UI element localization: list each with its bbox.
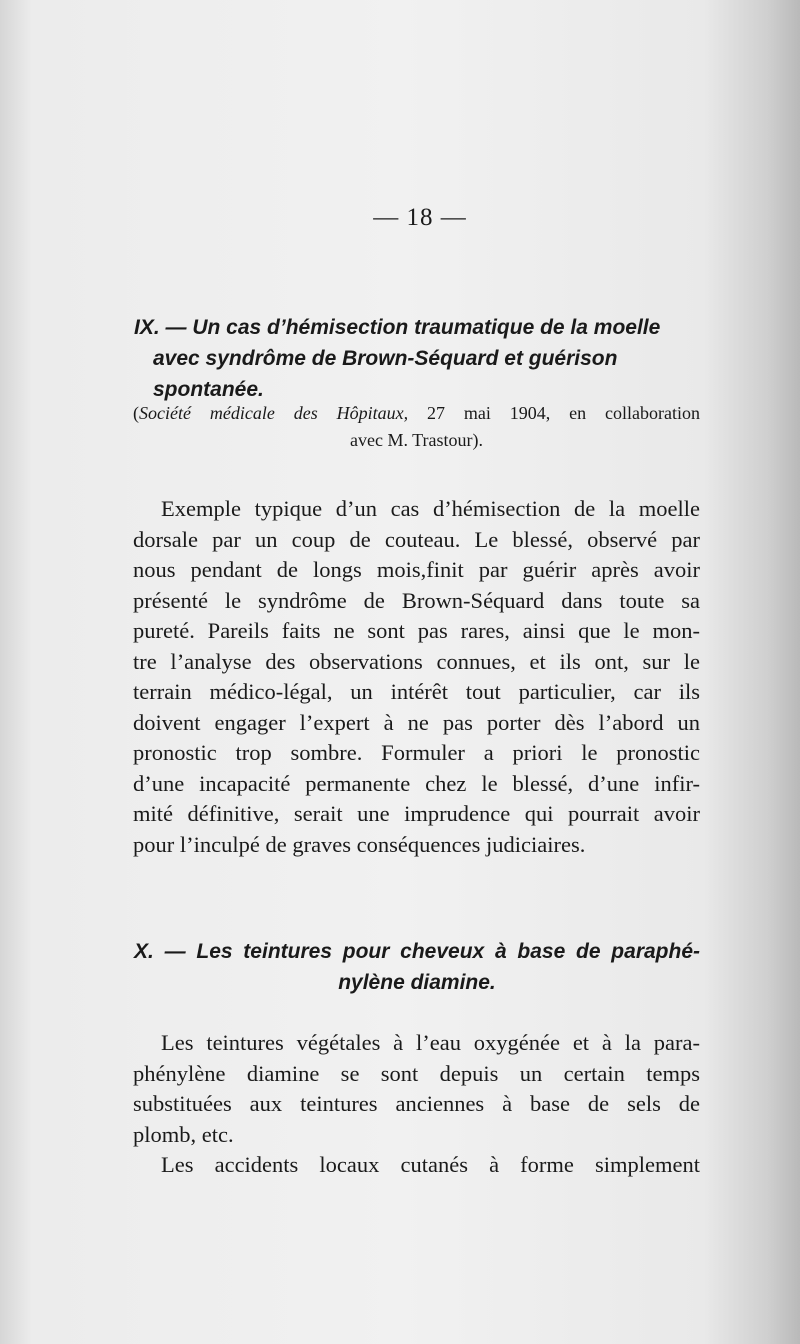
paragraph-line: plomb, etc. bbox=[133, 1121, 234, 1147]
paragraph-line: pureté. Pareils faits ne sont pas rares, ainsi que le mon- bbox=[133, 618, 700, 643]
section-x-heading-line: X. — Les teintures pour cheveux à base de paraphé- bbox=[134, 940, 700, 963]
section-ix-source-citation bbox=[133, 400, 700, 454]
paragraph-line: nous pendant de longs mois,finit par guérir après avoir bbox=[133, 557, 700, 582]
section-x-heading bbox=[134, 936, 700, 998]
citation-line bbox=[133, 400, 700, 427]
section-ix-heading-line: avec syndrôme de Brown-Séquard et guérison bbox=[153, 347, 618, 370]
paragraph-line: Les accidents locaux cutanés à forme simplement bbox=[161, 1152, 700, 1177]
paragraph-line: Les teintures végétales à l’eau oxygénée et à la para- bbox=[161, 1030, 700, 1055]
paragraph-line: dorsale par un coup de couteau. Le blessé, observé par bbox=[133, 526, 700, 552]
paragraph-line: substituées aux teintures anciennes à base de sels de bbox=[133, 1091, 700, 1116]
section-ix-heading-line: IX. — Un cas d’hémisection traumatique de la moelle bbox=[134, 316, 661, 339]
section-x-heading-line: nylène diamine. bbox=[338, 971, 496, 994]
paragraph-line: pronostic trop sombre. Formuler a priori le pronostic bbox=[133, 740, 700, 765]
paragraph-line: d’une incapacité permanente chez le blessé, d’une infir- bbox=[133, 770, 700, 796]
paragraph-line: doivent engager l’expert à ne pas porter dès l’abord un bbox=[133, 709, 700, 735]
paragraph-line: Exemple typique d’un cas d’hémisection de la moelle bbox=[161, 496, 700, 521]
paragraph-line: phénylène diamine se sont depuis un certain temps bbox=[133, 1060, 700, 1086]
paragraph-line: terrain médico-légal, un intérêt tout particulier, car ils bbox=[133, 679, 700, 704]
section-x-paragraph bbox=[133, 1028, 700, 1150]
paragraph-line: tre l’analyse des observations connues, et ils ont, sur le bbox=[133, 648, 700, 674]
citation-date: 27 mai 1904, en collaboration bbox=[408, 403, 700, 423]
section-ix-heading-line: spontanée. bbox=[153, 378, 264, 401]
section-x-paragraph bbox=[133, 1150, 700, 1181]
paragraph-line: présenté le syndrôme de Brown-Séquard dans toute sa bbox=[133, 587, 700, 613]
paragraph-line: pour l’inculpé de graves conséquences judiciaires. bbox=[133, 831, 586, 857]
citation-journal: Société médicale des Hôpitaux, bbox=[139, 403, 409, 423]
section-ix-heading bbox=[134, 312, 700, 405]
citation-paren: ( bbox=[133, 403, 139, 423]
paragraph-line: mité définitive, serait une imprudence qui pourrait avoir bbox=[133, 801, 700, 826]
citation-collaborator: avec M. Trastour). bbox=[350, 430, 483, 450]
section-ix-paragraph bbox=[133, 494, 700, 860]
page-number: — 18 — bbox=[373, 204, 467, 231]
